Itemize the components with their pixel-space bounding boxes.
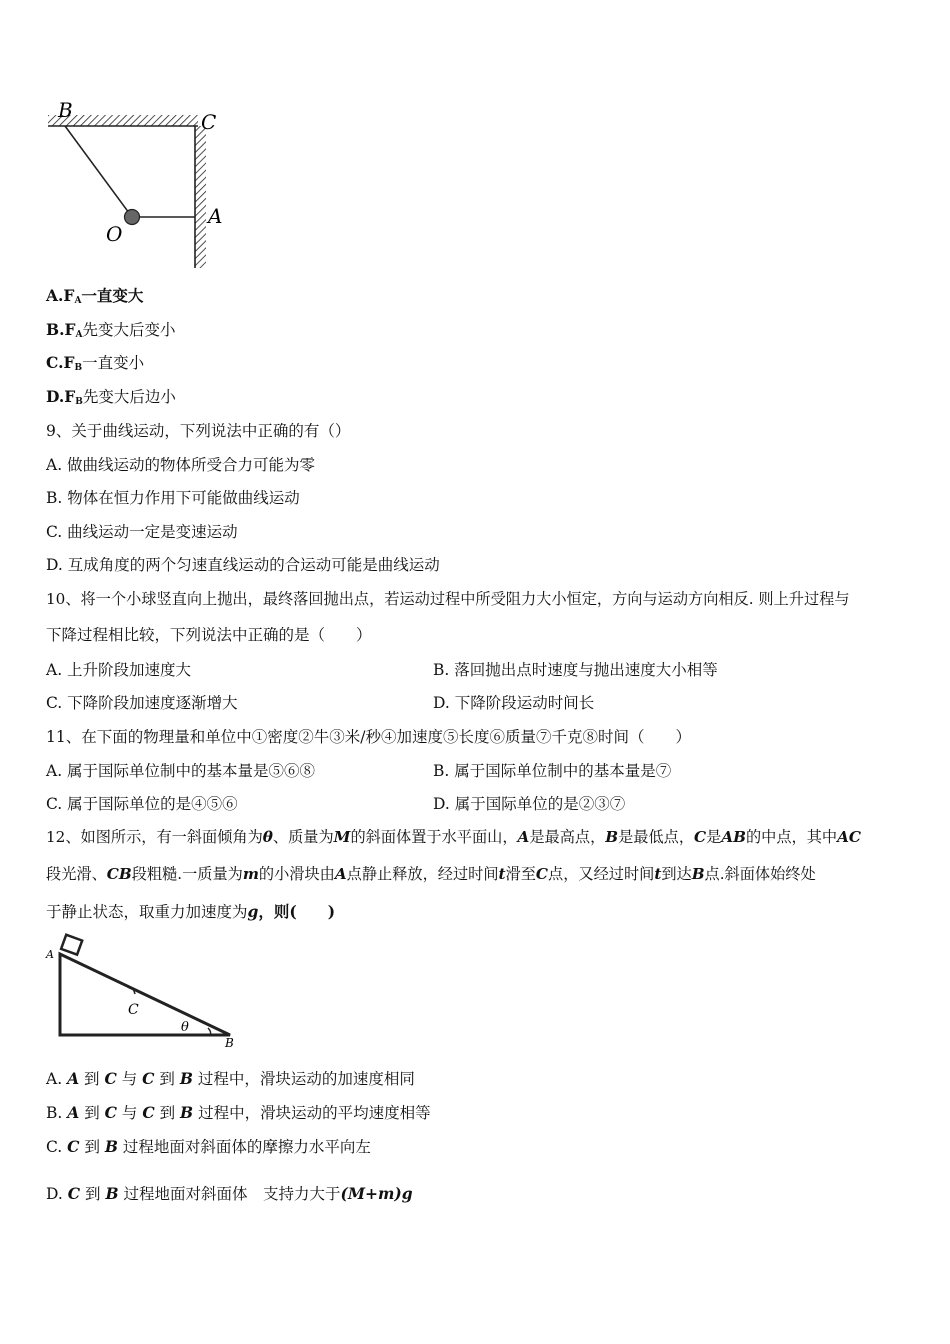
q10-stem-line1: 10、将一个小球竖直向上抛出，最终落回抛出点，若运动过程中所受阻力大小恒定，方向与运动方向相反. 则上升过程与 [46, 590, 850, 608]
q8-option-a: $A.F_A$一直变大 [46, 286, 144, 306]
q12-option-b: B. A 到 C 与 C 到 B 过程中，滑块运动的平均速度相等 [46, 1103, 431, 1122]
ball-o [125, 210, 140, 225]
fig-label-a: A [46, 948, 54, 961]
q9-option-c: C. 曲线运动一定是变速运动 [46, 523, 238, 541]
slider-block [61, 935, 82, 955]
label-b: B [58, 98, 73, 122]
figure-ceiling-wall-ball [40, 95, 240, 275]
q12-stem-line1: 12、如图所示，有一斜面倾角为θ、质量为M的斜面体置于水平面山，A是最高点，B是最低点，C是AB的中点，其中AC [46, 828, 861, 846]
wall-hatch [195, 126, 206, 268]
q10-option-a: A. 上升阶段加速度大 [46, 661, 192, 679]
label-o: O [106, 222, 123, 246]
q11-option-c: C. 属于国际单位的是④⑤⑥ [46, 795, 238, 813]
q11-option-d: D. 属于国际单位的是②③⑦ [433, 795, 626, 813]
figure-incline [44, 932, 244, 1050]
q11-option-a: A. 属于国际单位制中的基本量是⑤⑥⑧ [46, 762, 316, 780]
fig-label-theta: θ [181, 1020, 189, 1035]
label-a: A [208, 204, 223, 228]
q11-option-b: B. 属于国际单位制中的基本量是⑦ [433, 762, 672, 780]
q8-option-d: $D.F_B$先变大后边小 [46, 387, 176, 407]
q11-stem: 11、在下面的物理量和单位中①密度②牛③米/秒④加速度⑤长度⑥质量⑦千克⑧时间（ ） [46, 728, 691, 746]
q9-option-d: D. 互成角度的两个匀速直线运动的合运动可能是曲线运动 [46, 556, 440, 574]
q12-option-c: C. C 到 B 过程地面对斜面体的摩擦力水平向左 [46, 1137, 371, 1156]
q9-stem: 9、关于曲线运动，下列说法中正确的有（） [46, 422, 351, 440]
q9-option-a: A. 做曲线运动的物体所受合力可能为零 [46, 456, 316, 474]
q12-option-a: A. A 到 C 与 C 到 B 过程中，滑块运动的加速度相同 [46, 1069, 415, 1088]
label-c: C [201, 110, 217, 134]
fig-label-c: C [128, 1002, 139, 1018]
q10-option-d: D. 下降阶段运动时间长 [433, 694, 595, 712]
rope-ob [65, 126, 132, 217]
q8-option-c: $C.F_B$一直变小 [46, 353, 145, 373]
q12-stem-line2: 段光滑、CB段粗糙.一质量为m的小滑块由A点静止释放，经过时间t滑至C点，又经过时间t到达B点.斜面体始终处 [46, 865, 816, 883]
q8-option-b: $B.F_A$先变大后变小 [46, 320, 176, 340]
incline-triangle [60, 954, 230, 1035]
q9-option-b: B. 物体在恒力作用下可能做曲线运动 [46, 489, 300, 507]
q10-option-c: C. 下降阶段加速度逐渐增大 [46, 694, 238, 712]
q10-option-b: B. 落回抛出点时速度与抛出速度大小相等 [433, 661, 718, 679]
q10-stem-line2: 下降过程相比较，下列说法中正确的是（ ） [46, 626, 372, 644]
q12-stem-line3: 于静止状态，取重力加速度为g，则( ) [46, 902, 336, 921]
fig-label-b: B [225, 1036, 234, 1050]
q12-option-d: D. C 到 B 过程地面对斜面体 支持力大于(M+m)g [46, 1184, 413, 1203]
